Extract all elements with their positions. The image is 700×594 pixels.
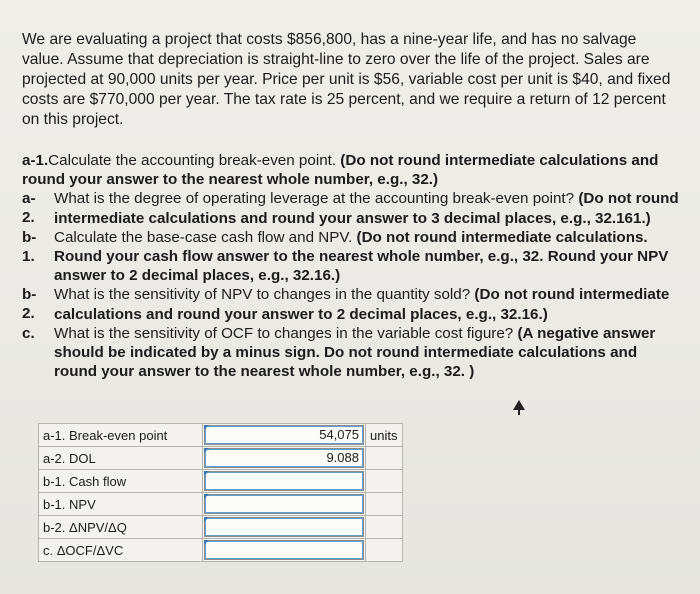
answer-unit: units: [366, 424, 403, 447]
question-a2: [22, 189, 682, 227]
answer-label: a-1. Break-even point: [39, 424, 203, 447]
question-a1: [22, 151, 682, 189]
question-a1-label: a-1.: [22, 152, 49, 169]
npv-sensitivity-input[interactable]: [204, 517, 364, 537]
question-b2-label-top: b-: [22, 286, 37, 304]
answer-cell: [203, 470, 366, 493]
question-list: [22, 151, 682, 381]
question-c-text: What is the sensitivity of OCF to changes in the variable cost figure?: [54, 324, 518, 342]
question-a1-text: Calculate the accounting break-even point.: [48, 152, 341, 169]
question-b2-text: What is the sensitivity of NPV to changes in the quantity sold?: [54, 286, 475, 304]
question-b2-label-bottom: 2.: [22, 305, 35, 323]
question-b1-label-top: b-: [22, 228, 37, 246]
question-b1-text: Calculate the base-case cash flow and NPV.: [54, 228, 357, 246]
mouse-cursor-icon: [513, 400, 525, 410]
answer-cell: [203, 493, 366, 516]
ocf-sensitivity-input[interactable]: [204, 540, 364, 560]
answer-cell: [203, 447, 366, 470]
question-c: [22, 324, 682, 382]
question-b2: [22, 285, 682, 323]
question-b1: [22, 228, 682, 286]
npv-input[interactable]: [204, 494, 364, 514]
answer-label: b-2. ΔNPV/ΔQ: [39, 516, 203, 539]
question-c-label: c.: [22, 324, 35, 342]
answer-cell: [203, 424, 366, 447]
answer-label: b-1. Cash flow: [39, 470, 203, 493]
question-a1-instructions: (Do not round intermediate calculations and round your answer to the nearest whole number, e.g., 32.): [22, 152, 659, 189]
answer-table: [38, 423, 403, 562]
answer-row: [39, 493, 403, 516]
answer-unit: [366, 516, 403, 539]
answer-row: [39, 424, 403, 447]
answer-row: [39, 470, 403, 493]
question-a2-label-bottom: 2.: [22, 209, 35, 227]
question-b1-instructions: (Do not round intermediate calculations. Round your cash flow answer to the nearest whole number, e.g., 32. Round your NPV answer to 2 decimal places, e.g., 32.16.): [54, 228, 669, 285]
problem-statement: We are evaluating a project that costs $856,800, has a nine-year life, and has no salvage value. Assume that depreciation is straight-line to zero over the life of the project. Sales are projected at 90,000 units per year. Price per unit is $56, variable cost per unit is $40, and fixed costs are $770,000 per year. The tax rate is 25 percent, and we require a return of 12 percent on this project.: [22, 31, 671, 128]
answer-label: a-2. DOL: [39, 447, 203, 470]
question-c-instructions: (A negative answer should be indicated by a minus sign. Do not round intermediate calculations and round your answer to the nearest whole number, e.g., 32. ): [54, 324, 656, 381]
question-a2-text: What is the degree of operating leverage at the accounting break-even point?: [54, 190, 579, 208]
cash-flow-input[interactable]: [204, 471, 364, 491]
question-b2-instructions: (Do not round intermediate calculations and round your answer to 2 decimal places, e.g., 32.16.): [54, 286, 670, 323]
answer-unit: [366, 493, 403, 516]
answer-unit: [366, 447, 403, 470]
answer-row: [39, 539, 403, 562]
question-b1-label-bottom: 1.: [22, 247, 35, 265]
answer-row: [39, 516, 403, 539]
answer-unit: [366, 539, 403, 562]
dol-input[interactable]: 9.088: [204, 448, 364, 468]
answer-unit: [366, 470, 403, 493]
question-a2-instructions: (Do not round intermediate calculations and round your answer to 3 decimal places, e.g., 32.161.): [54, 190, 679, 227]
break-even-input[interactable]: 54,075: [204, 425, 364, 445]
answer-row: [39, 447, 403, 470]
question-a2-label-top: a-: [22, 190, 36, 208]
answer-cell: [203, 516, 366, 539]
answer-cell: [203, 539, 366, 562]
answer-label: c. ΔOCF/ΔVC: [39, 539, 203, 562]
answer-label: b-1. NPV: [39, 493, 203, 516]
